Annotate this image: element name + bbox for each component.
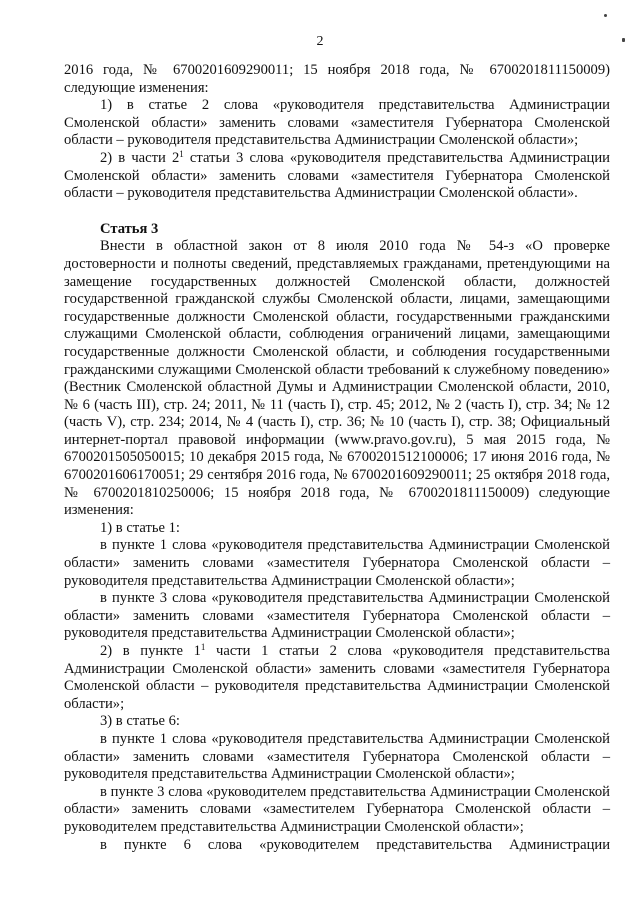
subitem-paragraph: в пункте 3 слова «руководителем представительства Администрации Смоленской области» заменить словами «заместителем Губернатора Смоленской области – руководителем представительства Администрации Смоленской области»;	[64, 783, 610, 835]
subitem-title: 3) в статье 6:	[100, 713, 180, 730]
item-text: 2) в пункте 1	[100, 643, 201, 659]
subitem-paragraph: в пункте 1 слова «руководителя представительства Администрации Смоленской области» заменить словами «заместителя Губернатора Смоленской области – руководителя представительства Администрации Смоленской области»;	[64, 730, 610, 783]
subitem-paragraph: в пункте 1 слова «руководителя представительства Администрации Смоленской области» заменить словами «заместителя Губернатора Смоленской области – руководителя представительства Администрации Смоленской области»;	[64, 537, 610, 589]
page-number: 2	[316, 34, 324, 49]
superscript: 1	[179, 148, 184, 159]
amendment-item-2	[64, 150, 610, 203]
spacer	[64, 203, 610, 221]
amendment-item-1: 1) в статье 2 слова «руководителя представительства Администрации Смоленской области» заменить словами «заместителя Губернатора Смоленской области – руководителя представительства Администрации Смоленской области»;	[64, 97, 610, 149]
item-text: статьи 3 слова «руководителя представительства Администрации Смоленской области» заменить словами «заместителя Губернатора Смоленской области – руководителя представительства Администрации Смоленской области».	[64, 149, 610, 202]
item-text: части 1 статьи 2 слова «руководителя представительства Администрации Смоленской области» заменить словами «заместителя Губернатора Смоленской области – руководителя представительства Администрации Смоленской области»;	[64, 643, 610, 712]
subitem-paragraph: в пункте 6 слова «руководителем представительства Администрации	[100, 836, 610, 853]
continuation-paragraph: 2016 года, № 6700201609290011; 15 ноября 2018 года, № 6700201811150009) следующие изменения:	[64, 62, 610, 96]
article-intro: Внести в областной закон от 8 июля 2010 года № 54-з «О проверке достоверности и полноты сведений, представляемых гражданами, претендующими на замещение государственных должностей Смоленской области, должностей государственной гражданской службы Смоленской области, лицами, замещающими государственные должности Смоленской области, государственными гражданскими служащими Смоленской области, соблюдения ограничений лицами, замещающими государственные должности Смоленской области, и соблюдения государственными гражданскими служащими Смоленской области требований к служебному поведению» (Вестник Смоленской областной Думы и Администрации Смоленской области, 2010, № 6 (часть III), стр. 24; 2011, № 11 (часть I), стр. 45; 2012, № 2 (часть I), стр. 34; № 12 (часть V), стр. 234; 2014, № 4 (часть I), стр. 36; № 10 (часть I), стр. 38; Официальный интернет-портал правовой информации (www.pravo.gov.ru), 5 мая 2015 года, № 6700201505050015; 10 декабря 2015 года, № 6700201512100006; 17 июня 2016 года, № 6700201606170051; 29 сентября 2016 года, № 6700201609290011; 25 октября 2018 года, № 6700201810250006; 15 ноября 2018 года, № 6700201811150009) следующие изменения:	[64, 238, 610, 519]
subitem-paragraph: в пункте 3 слова «руководителя представительства Администрации Смоленской области» заменить словами «заместителя Губернатора Смоленской области – руководителя представительства Администрации Смоленской области»;	[64, 590, 610, 642]
scan-speck	[604, 14, 607, 17]
article-heading: Статья 3	[100, 220, 159, 237]
subitem-paragraph	[64, 643, 610, 713]
subitem-title: 1) в статье 1:	[100, 519, 180, 536]
document-body	[64, 62, 610, 854]
superscript: 1	[200, 642, 206, 652]
item-text: 2) в части 2	[100, 149, 180, 166]
